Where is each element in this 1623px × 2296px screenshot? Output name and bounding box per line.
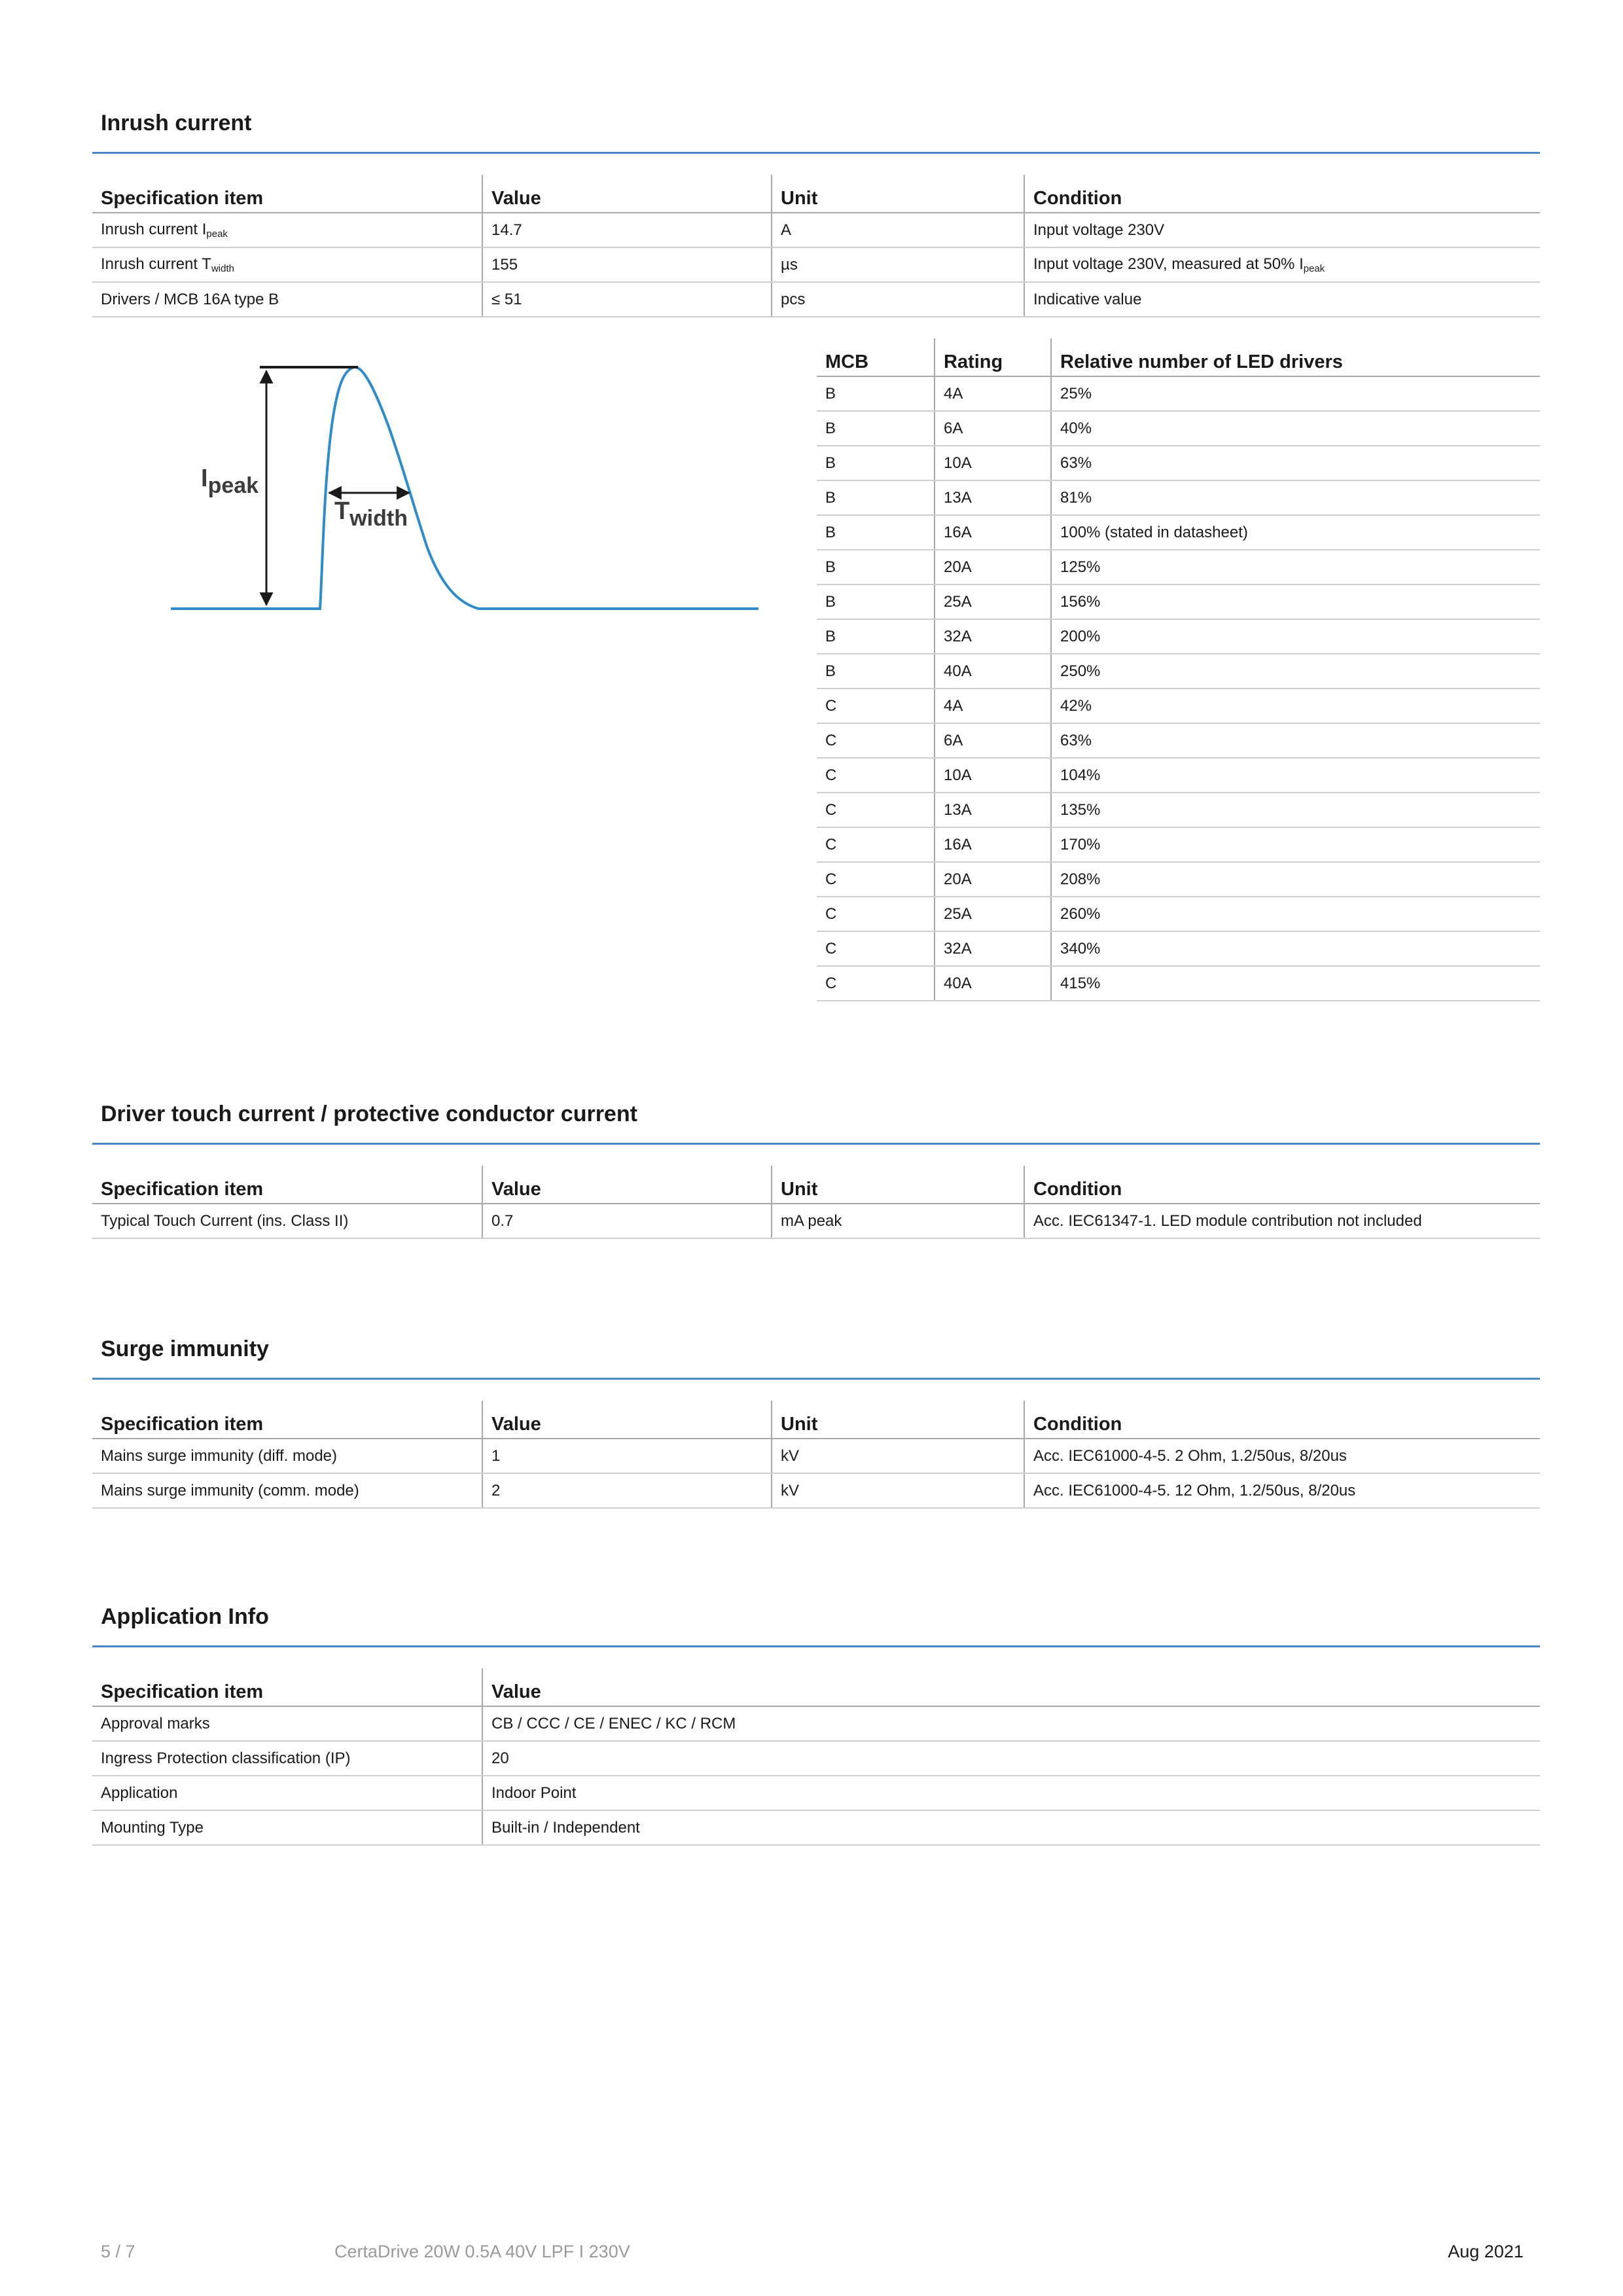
section-title-surge-immunity: Surge immunity (101, 1336, 269, 1361)
mcb-relative-number: 208% (1051, 862, 1540, 897)
spec-condition-subscript: peak (1303, 263, 1325, 274)
mcb-type: C (817, 689, 935, 723)
mcb-rating: 10A (935, 758, 1051, 793)
table-row (817, 862, 1540, 897)
mcb-type: C (817, 897, 935, 931)
mcb-type: B (817, 411, 935, 446)
spec-value: Built-in / Independent (482, 1810, 1540, 1845)
touch-current-table (92, 1166, 1540, 1239)
table-row (92, 1741, 1540, 1776)
table-row (817, 827, 1540, 862)
ipeak-label: Ipeak (201, 465, 259, 498)
spec-value: 155 (482, 247, 772, 282)
application-info-table (92, 1668, 1540, 1846)
spec-item: Approval marks (92, 1706, 482, 1741)
mcb-rating: 20A (935, 550, 1051, 584)
mcb-rating: 6A (935, 411, 1051, 446)
header-unit: Unit (772, 1166, 1024, 1204)
section-divider (92, 152, 1540, 154)
table-row (92, 1776, 1540, 1810)
mcb-relative-number: 415% (1051, 966, 1540, 1001)
spec-value: 1 (482, 1439, 772, 1473)
table-row (817, 515, 1540, 550)
mcb-table (817, 338, 1540, 1001)
spec-item (92, 247, 482, 282)
mcb-relative-number: 170% (1051, 827, 1540, 862)
spec-item: Typical Touch Current (ins. Class II) (92, 1204, 482, 1238)
mcb-rating: 40A (935, 654, 1051, 689)
header-unit: Unit (772, 1401, 1024, 1439)
mcb-rating: 13A (935, 793, 1051, 827)
table-row (817, 654, 1540, 689)
table-row (817, 758, 1540, 793)
header-condition: Condition (1024, 1166, 1540, 1204)
surge-immunity-table (92, 1401, 1540, 1509)
mcb-table-wrap (817, 338, 1540, 1001)
spec-condition: Acc. IEC61000-4-5. 12 Ohm, 1.2/50us, 8/20us (1024, 1473, 1540, 1508)
spec-unit: kV (772, 1439, 1024, 1473)
table-row (92, 1473, 1540, 1508)
header-condition: Condition (1024, 175, 1540, 213)
spec-item: Mains surge immunity (diff. mode) (92, 1439, 482, 1473)
table-row (817, 584, 1540, 619)
mcb-relative-number: 63% (1051, 723, 1540, 758)
spec-item: Application (92, 1776, 482, 1810)
mcb-rating: 10A (935, 446, 1051, 480)
header-relative-number: Relative number of LED drivers (1051, 338, 1540, 376)
table-row (92, 213, 1540, 247)
table-row (817, 723, 1540, 758)
spec-item: Drivers / MCB 16A type B (92, 282, 482, 317)
mcb-type: B (817, 654, 935, 689)
spec-condition (1024, 213, 1540, 247)
table-row (817, 793, 1540, 827)
header-value: Value (482, 1166, 772, 1204)
mcb-type: C (817, 862, 935, 897)
mcb-relative-number: 250% (1051, 654, 1540, 689)
spec-value: CB / CCC / CE / ENEC / KC / RCM (482, 1706, 1540, 1741)
mcb-relative-number: 42% (1051, 689, 1540, 723)
mcb-type: B (817, 550, 935, 584)
spec-item-subscript: peak (206, 228, 228, 240)
spec-item (92, 213, 482, 247)
table-row (817, 411, 1540, 446)
header-value: Value (482, 175, 772, 213)
table-header-row (92, 175, 1540, 213)
section-title-application-info: Application Info (101, 1604, 269, 1629)
header-condition: Condition (1024, 1401, 1540, 1439)
table-row (92, 1810, 1540, 1845)
footer-product-name: CertaDrive 20W 0.5A 40V LPF I 230V (334, 2242, 630, 2261)
spec-condition: Acc. IEC61000-4-5. 2 Ohm, 1.2/50us, 8/20us (1024, 1439, 1540, 1473)
section-divider (92, 1645, 1540, 1647)
mcb-rating: 25A (935, 584, 1051, 619)
spec-unit: mA peak (772, 1204, 1024, 1238)
mcb-type: B (817, 480, 935, 515)
table-row (92, 1204, 1540, 1238)
spec-item: Ingress Protection classification (IP) (92, 1741, 482, 1776)
header-spec-item: Specification item (92, 1166, 482, 1204)
spec-item: Mounting Type (92, 1810, 482, 1845)
table-row (817, 550, 1540, 584)
section-divider (92, 1378, 1540, 1380)
mcb-rating: 32A (935, 619, 1051, 654)
mcb-rating: 6A (935, 723, 1051, 758)
spec-unit: µs (772, 247, 1024, 282)
spec-condition: Indicative value (1024, 282, 1540, 317)
mcb-rating: 13A (935, 480, 1051, 515)
mcb-type: C (817, 931, 935, 966)
spec-item-text: Inrush current T (101, 255, 211, 273)
mcb-relative-number: 25% (1051, 376, 1540, 411)
mcb-type: C (817, 758, 935, 793)
spec-value: 0.7 (482, 1204, 772, 1238)
mcb-rating: 20A (935, 862, 1051, 897)
table-row (817, 689, 1540, 723)
mcb-rating: 16A (935, 827, 1051, 862)
mcb-rating: 32A (935, 931, 1051, 966)
section-divider (92, 1143, 1540, 1145)
mcb-relative-number: 156% (1051, 584, 1540, 619)
header-mcb: MCB (817, 338, 935, 376)
table-row (817, 931, 1540, 966)
header-value: Value (482, 1401, 772, 1439)
header-spec-item: Specification item (92, 1401, 482, 1439)
header-spec-item: Specification item (92, 1668, 482, 1706)
spec-item-subscript: width (211, 263, 234, 274)
table-row (817, 376, 1540, 411)
mcb-rating: 4A (935, 689, 1051, 723)
mcb-type: B (817, 376, 935, 411)
mcb-relative-number: 125% (1051, 550, 1540, 584)
mcb-relative-number: 63% (1051, 446, 1540, 480)
header-value: Value (482, 1668, 1540, 1706)
spec-value: 14.7 (482, 213, 772, 247)
mcb-rating: 4A (935, 376, 1051, 411)
section-title-touch-current: Driver touch current / protective conductor current (101, 1102, 637, 1126)
spec-unit: A (772, 213, 1024, 247)
spec-unit: kV (772, 1473, 1024, 1508)
spec-item-text: Inrush current I (101, 221, 207, 238)
mcb-type: B (817, 515, 935, 550)
spec-condition (1024, 247, 1540, 282)
table-row (92, 1439, 1540, 1473)
mcb-relative-number: 340% (1051, 931, 1540, 966)
table-row (92, 247, 1540, 282)
spec-value: ≤ 51 (482, 282, 772, 317)
mcb-rating: 16A (935, 515, 1051, 550)
spec-value: Indoor Point (482, 1776, 1540, 1810)
mcb-relative-number: 200% (1051, 619, 1540, 654)
mcb-relative-number: 260% (1051, 897, 1540, 931)
mcb-relative-number: 100% (stated in datasheet) (1051, 515, 1540, 550)
mcb-type: C (817, 966, 935, 1001)
inrush-pulse-diagram (167, 355, 762, 617)
table-row (817, 446, 1540, 480)
table-header-row (92, 1668, 1540, 1706)
mcb-type: B (817, 584, 935, 619)
table-row (92, 282, 1540, 317)
footer-date: Aug 2021 (1448, 2242, 1524, 2261)
spec-condition-text: Input voltage 230V, measured at 50% I (1033, 255, 1304, 273)
header-unit: Unit (772, 175, 1024, 213)
mcb-type: B (817, 446, 935, 480)
table-row (817, 897, 1540, 931)
mcb-relative-number: 135% (1051, 793, 1540, 827)
spec-value: 2 (482, 1473, 772, 1508)
mcb-type: C (817, 723, 935, 758)
mcb-table-body (817, 376, 1540, 1001)
table-header-row (817, 338, 1540, 376)
table-row (817, 966, 1540, 1001)
header-rating: Rating (935, 338, 1051, 376)
table-header-row (92, 1401, 1540, 1439)
spec-item: Mains surge immunity (comm. mode) (92, 1473, 482, 1508)
spec-condition-text: Input voltage 230V (1033, 221, 1165, 239)
section-title-inrush: Inrush current (101, 111, 252, 135)
table-row (817, 619, 1540, 654)
mcb-relative-number: 40% (1051, 411, 1540, 446)
spec-value: 20 (482, 1741, 1540, 1776)
mcb-relative-number: 104% (1051, 758, 1540, 793)
table-row (817, 480, 1540, 515)
header-spec-item: Specification item (92, 175, 482, 213)
mcb-rating: 40A (935, 966, 1051, 1001)
mcb-relative-number: 81% (1051, 480, 1540, 515)
pulse-curve (171, 367, 758, 609)
spec-unit: pcs (772, 282, 1024, 317)
mcb-type: C (817, 793, 935, 827)
spec-condition: Acc. IEC61347-1. LED module contribution not included (1024, 1204, 1540, 1238)
table-header-row (92, 1166, 1540, 1204)
twidth-label: Twidth (334, 497, 408, 531)
mcb-rating: 25A (935, 897, 1051, 931)
mcb-type: C (817, 827, 935, 862)
footer-page-number: 5 / 7 (101, 2242, 135, 2261)
table-row (92, 1706, 1540, 1741)
inrush-table (92, 175, 1540, 317)
mcb-type: B (817, 619, 935, 654)
